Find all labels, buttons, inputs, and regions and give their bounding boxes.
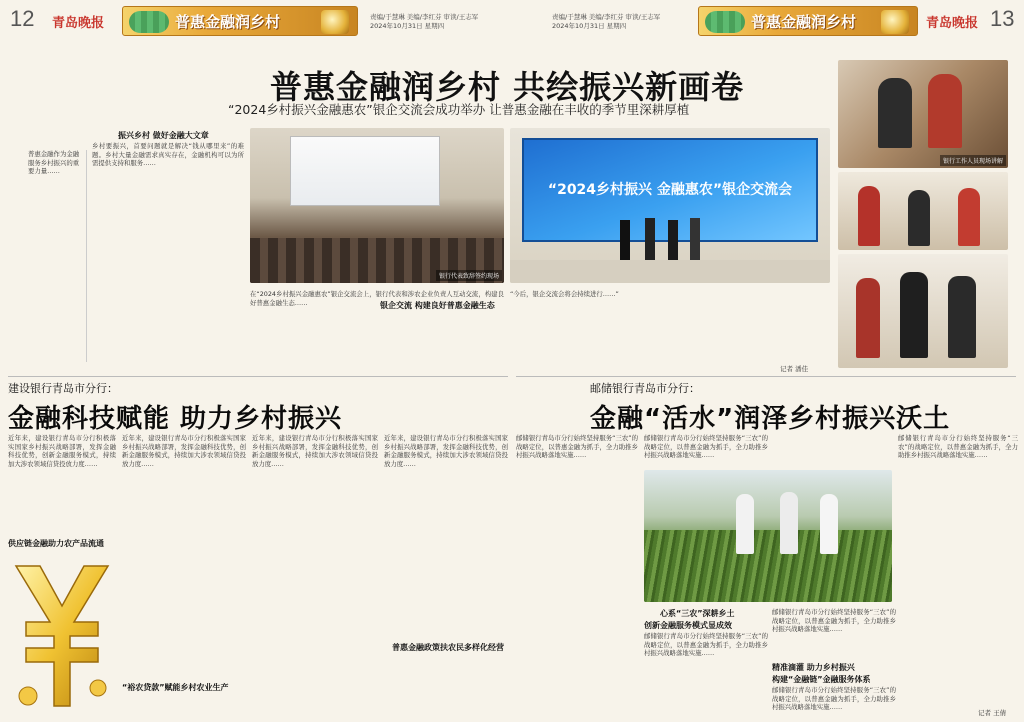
column-divider (86, 150, 87, 362)
right-bottom-headline: 金融“活水”润泽乡村振兴沃土 (590, 404, 951, 434)
person-figure (690, 218, 700, 260)
right-bottom-body-1: 邮储银行青岛市分行始终坚持服务“三农”的战略定位，以普惠金融为抓手，全力助推乡村振兴战略落地实施…… (516, 434, 638, 460)
left-banner-title: 普惠金融润乡村 (175, 12, 281, 31)
top-body-c: “今后，银企交流会将会持续进行……” (510, 290, 619, 298)
person-figure (908, 190, 930, 246)
left-banner-decoration (129, 11, 169, 33)
event-photo (510, 128, 830, 283)
left-bottom-body-2: 近年来，建设银行青岛市分行积极落实国家乡村振兴战略部署，发挥金融科技优势，创新金融服务模式，持续加大涉农领域信贷投放力度…… (122, 434, 246, 468)
person-figure (878, 78, 912, 148)
right-credit-line-2: 2024年10月31日 星期四 (552, 22, 627, 30)
person-figure (780, 492, 798, 554)
person-figure (900, 272, 928, 358)
top-body-b: 在“2024乡村振兴金融惠农”银企交流会上，银行代表和涉农企业负责人互动交流，构建良好普惠金融生态…… (250, 290, 504, 307)
right-banner-decoration (705, 11, 745, 33)
right-sub-1: 心系“三农”深耕乡土 (660, 609, 735, 618)
right-bottom-body-5: 邮储银行青岛市分行始终坚持服务“三农”的战略定位，以普惠金融为抓手，全力助推乡村振兴战略落地实施…… (772, 686, 896, 712)
right-credit-line-1: 责编/于慧琳 美编/李红芬 审读/王志军 (552, 13, 661, 21)
right-sub-3: 精准滴灌 助力乡村振兴 (772, 663, 855, 672)
right-banner-title: 普惠金融润乡村 (751, 12, 857, 31)
left-page-number: 12 (10, 6, 35, 31)
intro-column: 普惠金融作为金融服务乡村振兴的重要力量…… (28, 150, 80, 176)
person-figure (668, 220, 678, 260)
left-bottom-body-4: 近年来，建设银行青岛市分行积极落实国家乡村振兴战略部署，发挥金融科技优势，创新金融服务模式，持续加大涉农领域信贷投放力度…… (384, 434, 508, 468)
side-photo-caption: 银行工作人员现场讲解 (940, 155, 1006, 166)
section-rule-right (516, 376, 1016, 377)
right-sub-4: 构建“金融链”金融服务体系 (772, 675, 871, 684)
coins-icon (321, 10, 349, 34)
side-photo-1 (838, 60, 1008, 168)
crop-field (644, 530, 892, 602)
section1-title: 振兴乡村 做好金融大文章 (118, 131, 209, 140)
left-bottom-body-1: 近年来，建设银行青岛市分行积极落实国家乡村振兴战略部署，发挥金融科技优势，创新金融服务模式，持续加大涉农领域信贷投放力度…… (8, 434, 116, 468)
yuan-illustration (6, 556, 118, 718)
person-figure (856, 278, 880, 358)
main-subheadline: “2024乡村振兴金融惠农”银企交流会成功举办 让普惠金融在丰收的季节里深耕厚植 (228, 102, 690, 117)
left-bottom-body-3: 近年来，建设银行青岛市分行积极落实国家乡村振兴战略部署，发挥金融科技优势，创新金融服务模式，持续加大涉农领域信贷投放力度…… (252, 434, 378, 468)
top-body-a: 乡村要振兴，首要问题就是解决“钱从哪里来”的难题。乡村大量金融需求真实存在，金融机构可以为所需提供支持和服务…… (92, 142, 244, 168)
left-dept: 建设银行青岛市分行： (8, 382, 118, 395)
main-headline: 普惠金融润乡村 共绘振兴新画卷 (270, 68, 745, 106)
person-figure (948, 276, 976, 358)
person-figure (958, 188, 980, 246)
left-masthead: 青岛晚报 (52, 16, 105, 31)
right-page-number: 13 (990, 6, 1015, 31)
right-banner (698, 6, 918, 36)
left-sub-1: 供应链金融助力农产品流通 (8, 539, 104, 548)
person-figure (820, 494, 838, 554)
screen-title: “2024乡村振兴 金融惠农”银企交流会 (547, 182, 793, 198)
yuan-icon (6, 556, 118, 718)
left-credit-line-2: 2024年10月31日 星期四 (370, 22, 445, 30)
left-sub-3: 普惠金融政策扶农民多样化经营 (392, 643, 504, 652)
left-banner (122, 6, 358, 36)
right-sub-2: 创新金融服务模式显成效 (644, 621, 732, 630)
person-figure (620, 220, 630, 260)
person-figure (858, 186, 880, 246)
right-byline: 记者 王倩 (978, 709, 1007, 717)
stage-floor (510, 260, 830, 283)
side-photo-3 (838, 254, 1008, 368)
right-masthead: 青岛晚报 (926, 16, 979, 31)
right-bottom-body-3: 邮储银行青岛市分行始终坚持服务“三农”的战略定位，以普惠金融为抓手，全力助推乡村振兴战略落地实施…… (644, 632, 768, 658)
side-photo-2 (838, 172, 1008, 250)
right-bottom-body-6: 邮储银行青岛市分行始终坚持服务“三农”的战略定位，以普惠金融为抓手，全力助推乡村振兴战略落地实施…… (898, 434, 1018, 460)
stage-screen (290, 136, 440, 206)
left-sub-2: “裕农贷款”赋能乡村农业生产 (122, 683, 229, 692)
right-dept: 邮储银行青岛市分行： (590, 382, 700, 395)
person-figure (736, 494, 754, 554)
person-figure (645, 218, 655, 260)
top-byline: 记者 潘佳 (780, 365, 809, 373)
left-credit-line-1: 责编/于慧琳 美编/李红芬 审读/王志军 (370, 13, 479, 21)
section2-title: 银企交流 构建良好普惠金融生态 (380, 301, 495, 310)
left-bottom-headline: 金融科技赋能 助力乡村振兴 (8, 404, 343, 434)
coins-icon (881, 10, 909, 34)
right-bottom-body-4: 邮储银行青岛市分行始终坚持服务“三农”的战略定位，以普惠金融为抓手，全力助推乡村振兴战略落地实施…… (772, 608, 896, 634)
field-photo (644, 470, 892, 602)
left-credits (370, 13, 478, 31)
stage-photo-caption: 银行代表致辞签约现场 (436, 270, 502, 281)
stage-photo (250, 128, 504, 283)
right-bottom-body-2: 邮储银行青岛市分行始终坚持服务“三农”的战略定位，以普惠金融为抓手，全力助推乡村振兴战略落地实施…… (644, 434, 768, 460)
person-figure (928, 74, 962, 148)
section-rule-left (8, 376, 508, 377)
right-credits (552, 13, 660, 31)
